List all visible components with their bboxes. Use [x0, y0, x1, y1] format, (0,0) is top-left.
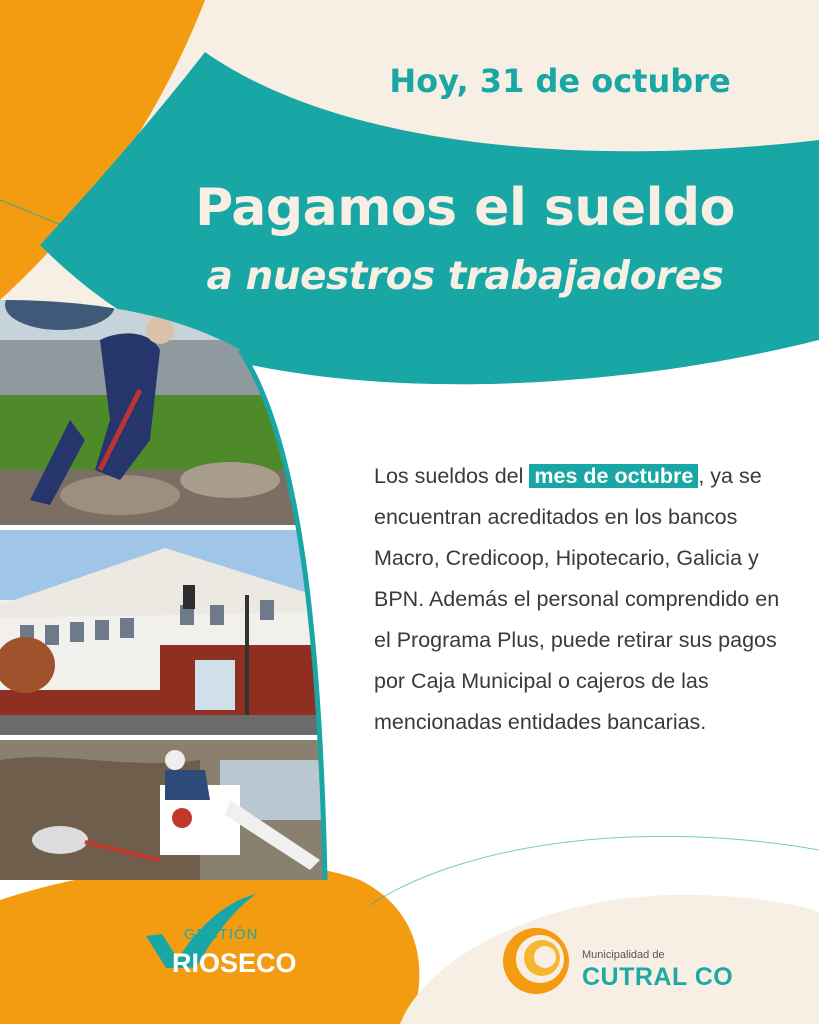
muni-name: CUTRAL CO — [582, 963, 734, 991]
announcement-intro: Los sueldos del — [374, 464, 530, 488]
main-subtitle: a nuestros trabajadores — [206, 254, 724, 299]
announcement-text — [374, 456, 784, 743]
muni-small-label: Municipalidad de — [582, 949, 665, 961]
municipal-building-photo — [0, 530, 330, 735]
lineman-bucket-truck-photo — [0, 740, 330, 890]
gestion-rioseco-logo — [144, 890, 344, 990]
cutral-co-swirl-logo — [500, 925, 572, 997]
gestion-label: GESTIÓN — [184, 926, 259, 943]
municipalidad-logo — [500, 925, 780, 995]
announcement-body: , ya se encuentran acreditados en los bancos Macro, Credicoop, Hipotecario, Galicia y BPN. Además el personal comprendido en el Programa Plus, puede retirar sus pagos por Caja Municipal o cajeros de las mencionadas entidades bancarias. — [374, 464, 780, 734]
month-highlight: mes de octubre — [529, 464, 698, 488]
gestion-name: RIOSECO — [172, 948, 297, 978]
date-heading: Hoy, 31 de octubre — [389, 62, 731, 100]
main-title: Pagamos el sueldo — [195, 178, 735, 238]
